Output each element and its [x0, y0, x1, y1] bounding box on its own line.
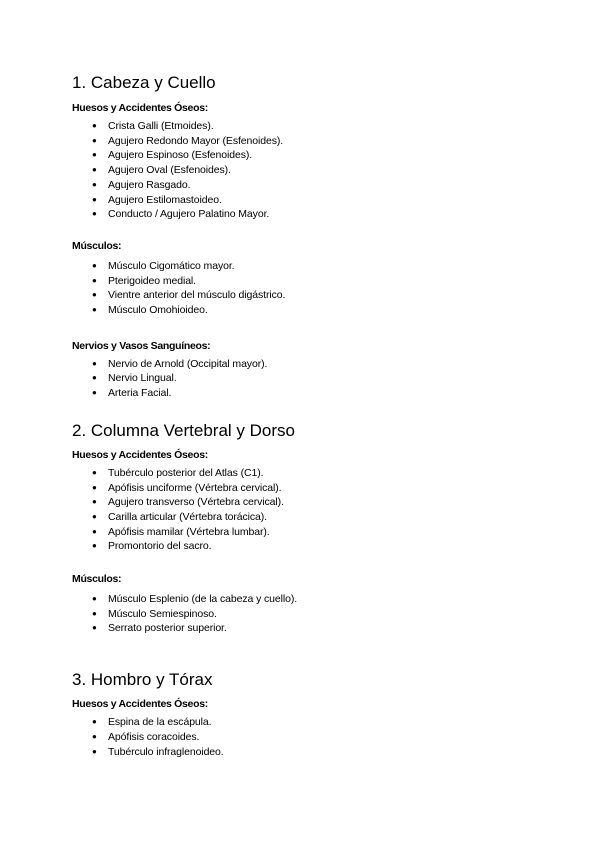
- list-item-text: Apófisis coracoides.: [108, 730, 200, 743]
- list-item-text: Músculo Omohioideo.: [108, 304, 208, 317]
- list-item: [72, 274, 552, 289]
- list-item-text: Músculo Semiespinoso.: [108, 607, 217, 620]
- bullet-icon: ●: [92, 179, 97, 189]
- bullet-icon: ●: [92, 526, 97, 536]
- list-item-text: Crista Galli (Etmoides).: [108, 120, 214, 132]
- section-title: 1. Cabeza y Cuello: [72, 73, 216, 92]
- group-heading: Músculos:: [72, 573, 122, 586]
- bullet-icon: ●: [92, 275, 97, 285]
- bullet-icon: ●: [92, 209, 97, 219]
- list-item-text: Agujero Redondo Mayor (Esfenoides).: [108, 134, 284, 147]
- bullet-icon: ●: [92, 541, 97, 551]
- bullet-icon: ●: [92, 467, 97, 477]
- list-item-text: Agujero Espinoso (Esfenoides).: [108, 149, 253, 162]
- list-item: [72, 357, 552, 372]
- bullet-icon: ●: [92, 608, 97, 618]
- list-item: [72, 148, 552, 163]
- list-item-text: Carilla articular (Vértebra torácica).: [108, 510, 268, 523]
- list-item-text: Músculo Cigomático mayor.: [108, 259, 235, 272]
- bullet-icon: ●: [92, 482, 97, 492]
- list-item-text: Conducto / Agujero Palatino Mayor.: [108, 208, 270, 221]
- item-list: [72, 357, 552, 401]
- list-item: [72, 481, 552, 496]
- list-item-text: Pterigoideo medial.: [108, 274, 196, 287]
- section-title: 3. Hombro y Tórax: [72, 670, 213, 690]
- list-item-text: Serrato posterior superior.: [108, 622, 227, 635]
- bullet-icon: ●: [92, 388, 97, 398]
- list-item: [72, 466, 552, 481]
- bullet-icon: ●: [92, 373, 97, 383]
- list-item: [72, 525, 552, 540]
- list-item: [72, 288, 552, 303]
- list-item: [72, 119, 552, 134]
- bullet-icon: ●: [92, 594, 97, 604]
- bullet-icon: ●: [92, 305, 97, 315]
- list-item: [72, 592, 552, 607]
- bullet-icon: ●: [92, 121, 97, 130]
- bullet-icon: ●: [92, 497, 97, 507]
- list-item: [72, 259, 552, 274]
- group-heading: Huesos y Accidentes Óseos:: [72, 448, 208, 461]
- list-item-text: Apófisis mamilar (Vértebra lumbar).: [108, 525, 270, 538]
- bullet-icon: ●: [92, 260, 97, 270]
- item-list: [72, 259, 552, 318]
- bullet-icon: ●: [92, 731, 97, 741]
- bullet-icon: ●: [92, 290, 97, 300]
- list-item: [72, 607, 552, 622]
- item-list: [72, 466, 552, 554]
- list-item-text: Tubérculo posterior del Atlas (C1).: [108, 466, 264, 479]
- list-item: [72, 730, 552, 745]
- list-item: [72, 193, 552, 208]
- list-item-text: Vientre anterior del músculo digástrico.: [108, 289, 286, 302]
- item-list: [72, 119, 552, 222]
- bullet-icon: ●: [92, 511, 97, 521]
- list-item-text: Tubérculo infraglenoideo.: [108, 745, 224, 758]
- list-item: [72, 495, 552, 510]
- list-item: [72, 621, 552, 636]
- bullet-icon: ●: [92, 150, 97, 160]
- list-item: [72, 539, 552, 554]
- bullet-icon: ●: [92, 194, 97, 204]
- list-item-text: Agujero transverso (Vértebra cervical).: [108, 496, 284, 509]
- bullet-icon: ●: [92, 358, 97, 368]
- list-item-text: Agujero Oval (Esfenoides).: [108, 164, 231, 177]
- item-list: [72, 715, 552, 759]
- group-heading: Huesos y Accidentes Óseos:: [72, 102, 208, 114]
- group-heading: Músculos:: [72, 239, 122, 252]
- list-item: [72, 745, 552, 760]
- list-item: [72, 134, 552, 149]
- list-item: [72, 510, 552, 525]
- list-item: [72, 303, 552, 318]
- list-item-text: Agujero Estilomastoideo.: [108, 193, 222, 206]
- section-title: 2. Columna Vertebral y Dorso: [72, 420, 295, 440]
- list-item-text: Apófisis unciforme (Vértebra cervical).: [108, 481, 282, 494]
- bullet-icon: ●: [92, 623, 97, 633]
- document-page: [72, 70, 552, 759]
- list-item: [72, 178, 552, 193]
- list-item-text: Promontorio del sacro.: [108, 540, 212, 553]
- list-item-text: Nervio de Arnold (Occipital mayor).: [108, 357, 268, 370]
- list-item-text: Arteria Facial.: [108, 387, 172, 400]
- list-item-text: Espina de la escápula.: [108, 716, 212, 729]
- list-item-text: Agujero Rasgado.: [108, 178, 191, 191]
- list-item-text: Nervio Lingual.: [108, 372, 177, 385]
- group-heading: Nervios y Vasos Sanguíneos:: [72, 339, 211, 352]
- bullet-icon: ●: [92, 135, 97, 145]
- list-item-text: Músculo Esplenio (de la cabeza y cuello).: [108, 593, 298, 606]
- list-item: [72, 386, 552, 401]
- list-item: [72, 207, 552, 222]
- item-list: [72, 592, 552, 636]
- list-item: [72, 163, 552, 178]
- bullet-icon: ●: [92, 717, 97, 727]
- bullet-icon: ●: [92, 746, 97, 756]
- bullet-icon: ●: [92, 165, 97, 175]
- list-item: [72, 371, 552, 386]
- group-heading: Huesos y Accidentes Óseos:: [72, 698, 208, 711]
- list-item: [72, 715, 552, 730]
